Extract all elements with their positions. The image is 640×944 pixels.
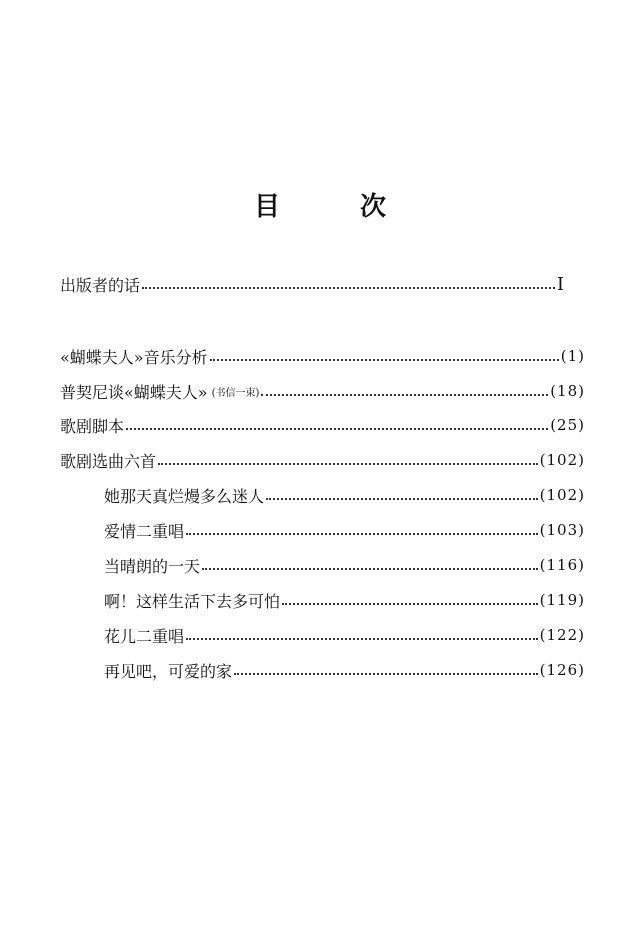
toc-page-number: (1) [560,347,585,365]
leader-dots [126,428,548,430]
toc-subentry[interactable] [104,588,585,612]
leader-dots [266,498,538,500]
toc-entry-label: 歌剧脚本 [60,416,125,436]
toc-entry[interactable] [60,379,585,403]
leader-dots [282,603,538,605]
toc-page-number: (102) [539,451,585,469]
leader-dots [186,638,538,640]
toc-subentry[interactable] [104,623,585,647]
toc-page-number: (126) [539,661,585,679]
toc-entry-label: 再见吧，可爱的家 [104,661,233,681]
leader-dots [202,568,538,570]
page-title [0,186,640,223]
toc-page-number: (25) [550,416,585,434]
title-char-2: 次 [360,192,387,222]
toc-subentry[interactable] [104,553,585,577]
toc-entry-note: (书信一束) [211,387,260,399]
toc-entry-label: 啊！这样生活下去多可怕 [104,591,281,611]
toc-page-number: I [556,273,565,295]
leader-dots [210,359,559,361]
title-char-1: 目 [253,192,280,222]
toc-subentry[interactable] [104,658,585,682]
toc-entry-label: 爱情二重唱 [104,521,185,541]
toc-page-number: (119) [539,591,585,609]
toc-entry-label: «蝴蝶夫人»音乐分析 [60,347,208,367]
leader-dots [186,533,538,535]
toc-entry[interactable] [60,344,585,368]
toc-page-number: (18) [550,382,585,400]
leader-dots [158,463,538,465]
toc-page-number: (102) [539,486,585,504]
leader-dots [142,287,555,289]
toc-entry-label: 当晴朗的一天 [104,556,201,576]
toc-subentry[interactable] [104,483,585,507]
toc-entry-label: 出版者的话 [60,275,141,295]
leader-dots [261,394,548,396]
leader-dots [234,673,538,675]
toc-entry[interactable] [60,413,585,437]
toc-entry[interactable] [60,448,585,472]
toc-page-number: (122) [539,626,585,644]
toc-entry-preface[interactable] [60,272,585,296]
toc-entry-label: 花儿二重唱 [104,626,185,646]
toc-entry-label: 歌剧选曲六首 [60,451,157,471]
toc-subentry[interactable] [104,518,585,542]
toc-page-number: (103) [539,521,585,539]
toc-entry-label: 普契尼谈«蝴蝶夫人» [60,382,208,402]
toc-page-number: (116) [539,556,585,574]
toc-entry-label: 她那天真烂熳多么迷人 [104,486,265,506]
